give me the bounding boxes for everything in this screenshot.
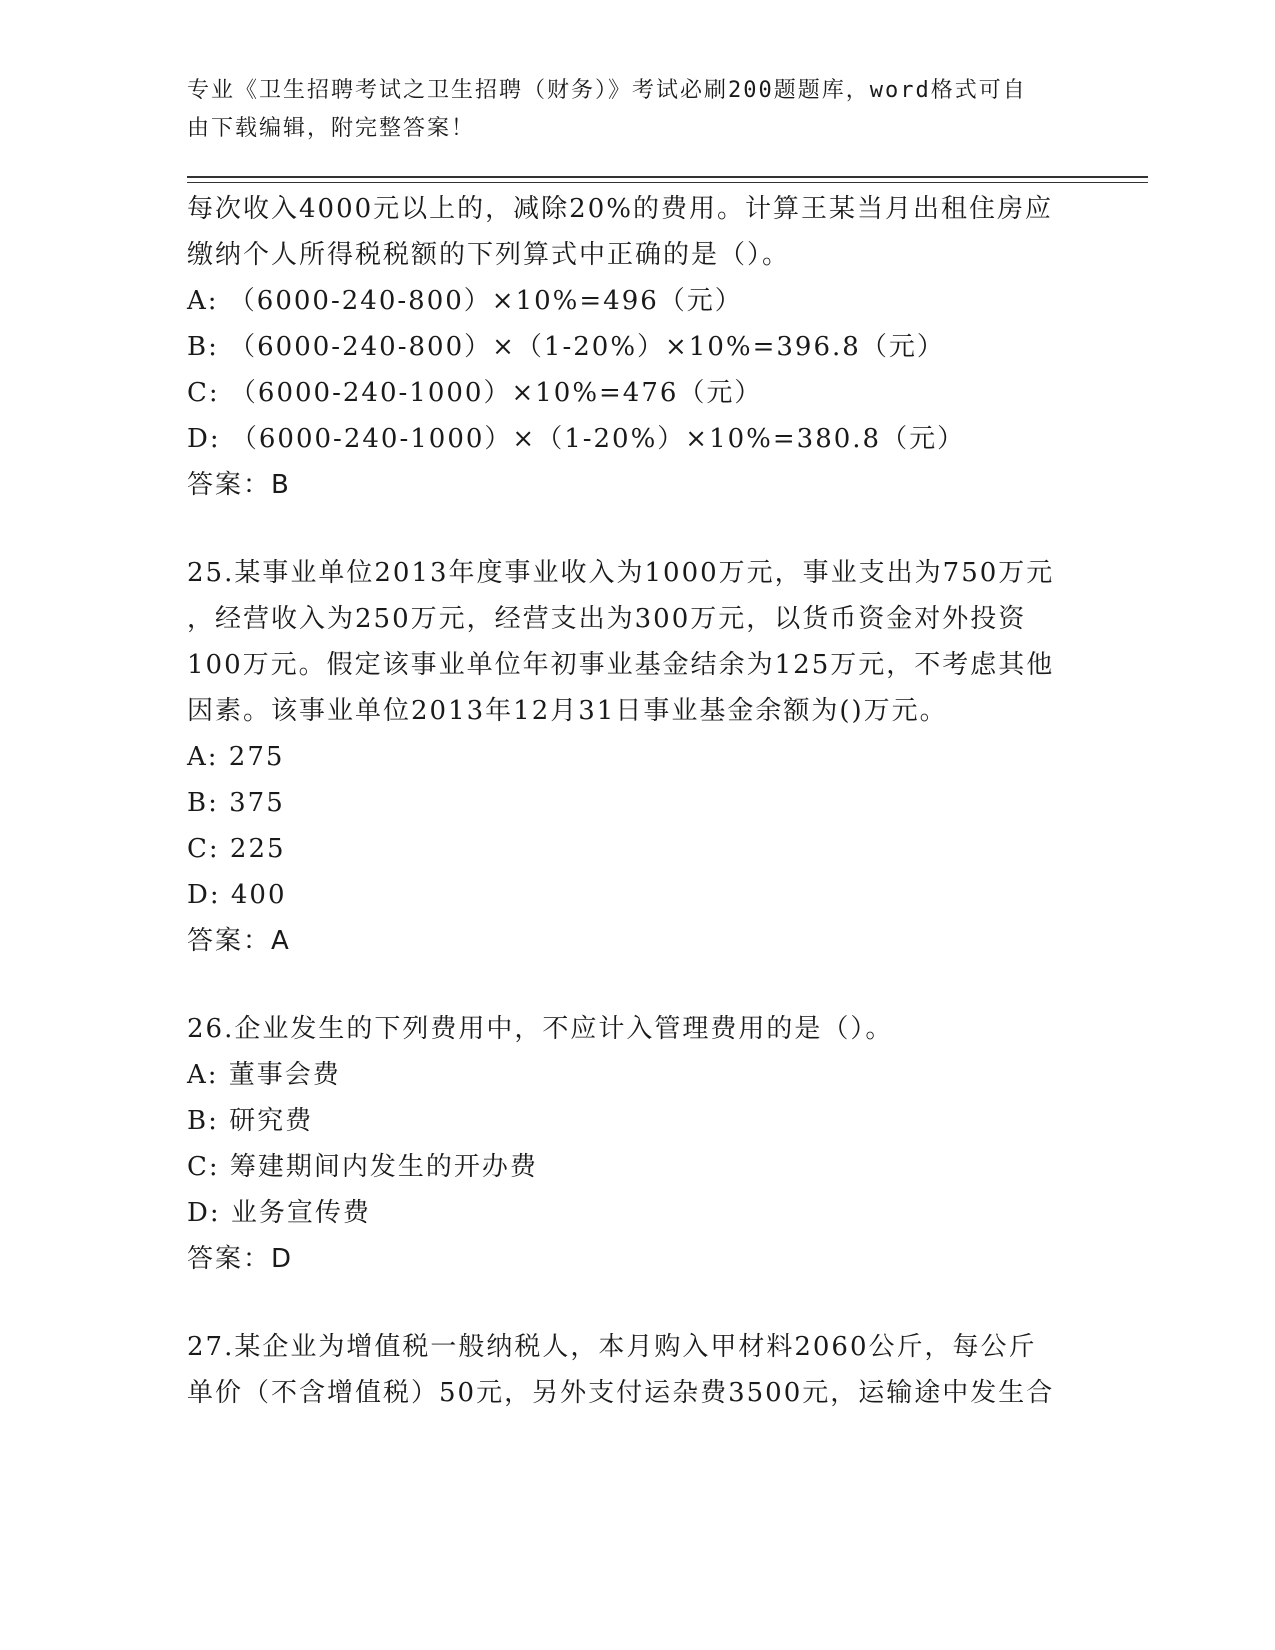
- header-line-1: 专业《卫生招聘考试之卫生招聘（财务）》考试必刷200题题库，word格式可自: [187, 78, 1027, 103]
- header-line-2: 由下载编辑，附完整答案！: [187, 116, 476, 141]
- question-text-line: 100万元。假定该事业单位年初事业基金结余为125万元，不考虑其他: [187, 650, 1055, 680]
- question-text-line: 单价（不含增值税）50元，另外支付运杂费3500元，运输途中发生合: [187, 1378, 1055, 1408]
- option-a: A: （6000-240-800）×10%=496（元）: [187, 286, 743, 316]
- question-27: [187, 1324, 1087, 1416]
- option-d: D: 业务宣传费: [187, 1198, 371, 1228]
- option-d: D: （6000-240-1000）×（1-20%）×10%=380.8（元）: [187, 424, 966, 454]
- option-c: C: 225: [187, 834, 286, 864]
- question-text-line: 27.某企业为增值税一般纳税人，本月购入甲材料2060公斤，每公斤: [187, 1332, 1037, 1362]
- option-d: D: 400: [187, 880, 287, 910]
- option-a: A: 275: [187, 742, 285, 772]
- question-text-line: 缴纳个人所得税税额的下列算式中正确的是（）。: [187, 240, 791, 270]
- option-c: C: （6000-240-1000）×10%=476（元）: [187, 378, 763, 408]
- option-b: B: 研究费: [187, 1106, 314, 1136]
- question-26: [187, 1006, 1087, 1282]
- question-24: [187, 186, 1087, 508]
- question-text-line: 25.某事业单位2013年度事业收入为1000万元，事业支出为750万元: [187, 558, 1055, 588]
- question-text-line: 每次收入4000元以上的，减除20%的费用。计算王某当月出租住房应: [187, 194, 1053, 224]
- option-a: A: 董事会费: [187, 1060, 341, 1090]
- option-b: B: 375: [187, 788, 285, 818]
- question-text-line: ，经营收入为250万元，经营支出为300万元，以货币资金对外投资: [187, 604, 1027, 634]
- answer-line: 答案：D: [187, 1244, 294, 1274]
- question-25: [187, 550, 1087, 964]
- answer-line: 答案：A: [187, 926, 291, 956]
- question-text-line: 因素。该事业单位2013年12月31日事业基金余额为()万元。: [187, 696, 948, 726]
- document-body: [187, 186, 1087, 1416]
- question-text-line: 26.企业发生的下列费用中，不应计入管理费用的是（）。: [187, 1014, 894, 1044]
- answer-line: 答案：B: [187, 470, 291, 500]
- header-divider-thick: [187, 176, 1148, 178]
- header-divider-thin: [187, 182, 1148, 183]
- option-b: B: （6000-240-800）×（1-20%）×10%=396.8（元）: [187, 332, 945, 362]
- option-c: C: 筹建期间内发生的开办费: [187, 1152, 538, 1182]
- document-header: [187, 72, 1087, 148]
